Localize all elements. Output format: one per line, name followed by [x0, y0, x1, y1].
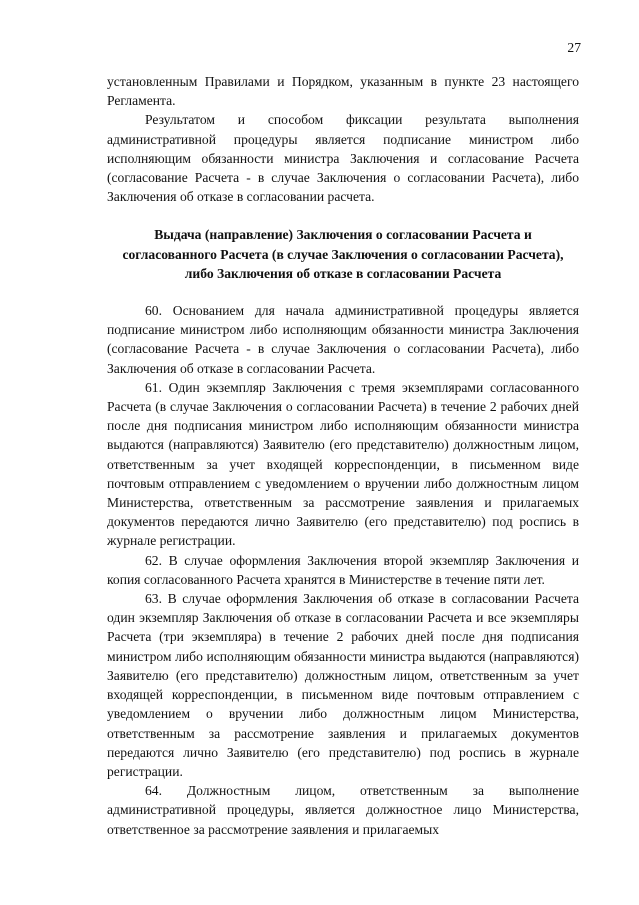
section-heading: Выдача (направление) Заключения о согласовании Расчета и согласованного Расчета (в случае Заключения о согласовании Расчета), либо Заключения об отказе в согласовании Расчета — [122, 227, 564, 281]
paragraph-continuation: установленным Правилами и Порядком, указанным в пункте 23 настоящего Регламента. — [107, 74, 579, 109]
item-61: 61. Один экземпляр Заключения с тремя экземплярами согласованного Расчета (в случае Заключения о согласовании Расчета) в течение 2 рабочих дней после дня подписания министром либо исполняющим обязанности министра выдаются (направляются) Заявителю (его представителю) должностным лицом, ответственным за учет входящей корреспонденции, в письменном виде почтовым отправлением с уведомлением о вручении либо должностным лицом Министерства, ответственным за рассмотрение заявления и прилагаемых документов передаются лично Заявителю (его представителю) под роспись в журнале регистрации. — [107, 379, 579, 549]
item-62: 62. В случае оформления Заключения второй экземпляр Заключения и копия согласованного Расчета хранятся в Министерстве в течение пяти лет. — [107, 552, 579, 587]
page-number: 27 — [567, 40, 581, 55]
document-body — [107, 72, 579, 839]
paragraph-result: Результатом и способом фиксации результата выполнения административной процедуры является подписание министром либо исполняющим обязанности министра Заключения и согласование Расчета (согласование Расчета - в случае Заключения о согласовании Расчета), либо Заключения об отказе в согласовании расчета. — [107, 112, 579, 205]
item-64: 64. Должностным лицом, ответственным за выполнение административной процедуры, является должностное лицо Министерства, ответственное за рассмотрение заявления и прилагаемых — [107, 783, 579, 837]
item-60: 60. Основанием для начала административной процедуры является подписание министром либо исполняющим обязанности министра Заключения (согласование Расчета - в случае Заключения о согласовании Расчета), либо Заключения об отказе в согласовании Расчета. — [107, 303, 579, 376]
item-63: 63. В случае оформления Заключения об отказе в согласовании Расчета один экземпляр Заключения об отказе в согласовании Расчета и все экземпляры Расчета (три экземпляра) в течение 2 рабочих дней после дня подписания министром либо исполняющим обязанности министра выдаются (направляются) Заявителю (его представителю) должностным лицом, ответственным за учет входящей корреспонденции, в письменном виде почтовым отправлением с уведомлением о вручении либо должностным лицом Министерства, ответственным за рассмотрение заявления и прилагаемых документов передаются лично Заявителю (его представителю) под роспись в журнале регистрации. — [107, 591, 579, 779]
